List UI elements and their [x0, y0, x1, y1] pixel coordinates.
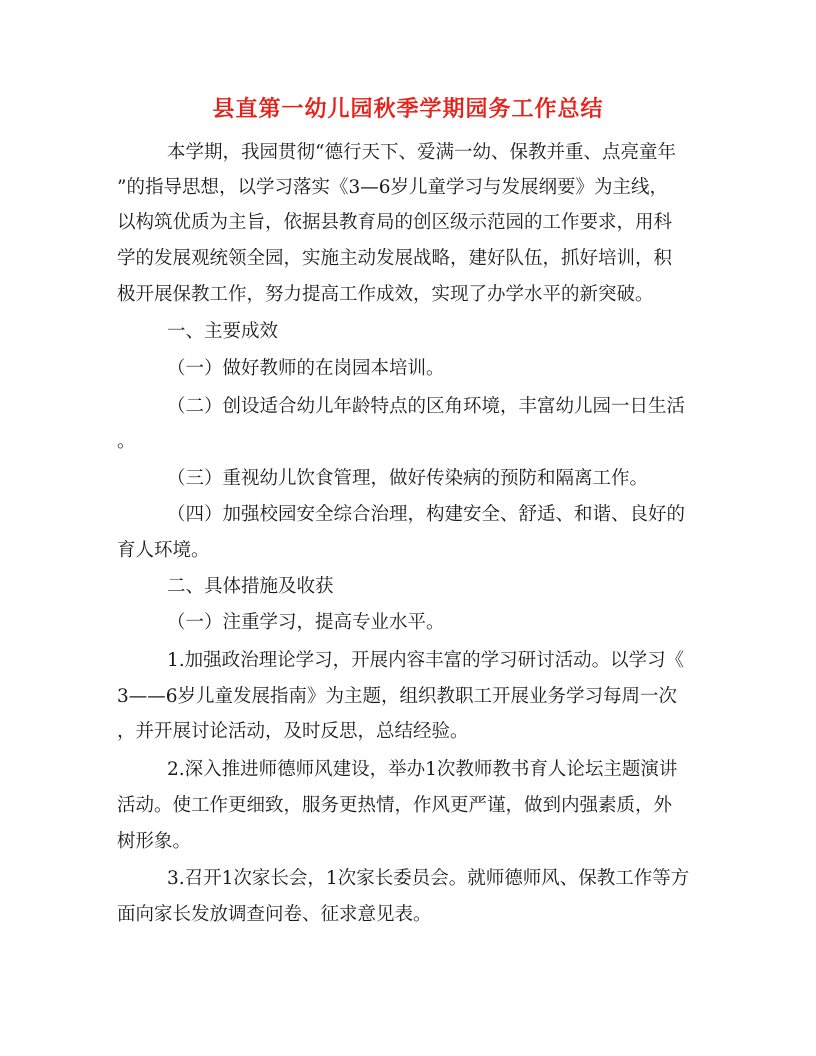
- document-title: 县直第一幼儿园秋季学期园务工作总结: [212, 96, 604, 122]
- paragraph-line: 本学期，我园贯彻“德行天下、爱满一幼、保教并重、点亮童年: [167, 142, 676, 163]
- paragraph-line: 活动。使工作更细致，服务更热情，作风更严谨，做到内强素质，外: [117, 795, 673, 816]
- paragraph-line: （三）重视幼儿饮食管理，做好传染病的预防和隔离工作。: [167, 468, 649, 489]
- paragraph-line: （四）加强校园安全综合治理，构建安全、舒适、和谐、良好的: [167, 504, 686, 525]
- paragraph-line: 学的发展观统领全园，实施主动发展战略，建好队伍，抓好培训，积: [117, 248, 673, 269]
- paragraph-line: （一）做好教师的在岗园本培训。: [167, 358, 445, 379]
- paragraph-line: （一）注重学习，提高专业水平。: [167, 612, 445, 633]
- paragraph-line: ，并开展讨论活动，及时反思，总结经验。: [117, 721, 469, 742]
- paragraph-line: 极开展保教工作，努力提高工作成效，实现了办学水平的新突破。: [117, 284, 654, 305]
- paragraph-line: 2.深入推进师德师风建设，举办1次教师教书育人论坛主题演讲: [167, 759, 678, 780]
- paragraph-line: 育人环境。: [117, 540, 210, 561]
- paragraph-line: ”的指导思想，以学习落实《3—6岁儿童学习与发展纲要》为主线，: [117, 177, 669, 198]
- paragraph-line: 3.召开1次家长会，1次家长委员会。就师德师风、保教工作等方: [167, 868, 690, 889]
- paragraph-line: 树形象。: [117, 831, 192, 852]
- paragraph-line: 3——6岁儿童发展指南》为主题，组织教职工开展业务学习每周一次: [117, 686, 678, 707]
- paragraph-line: 以构筑优质为主旨，依据县教育局的创区级示范园的工作要求，用科: [117, 212, 673, 233]
- paragraph-line: （二）创设适合幼儿年龄特点的区角环境，丰富幼儿园一日生活: [167, 396, 686, 417]
- paragraph-line: 1.加强政治理论学习，开展内容丰富的学习研讨活动。以学习《: [167, 650, 685, 671]
- paragraph-line: 面向家长发放调查问卷、征求意见表。: [117, 904, 432, 925]
- section-heading: 一、主要成效: [167, 321, 279, 342]
- section-heading: 二、具体措施及收获: [167, 576, 334, 597]
- paragraph-line: 。: [117, 431, 136, 452]
